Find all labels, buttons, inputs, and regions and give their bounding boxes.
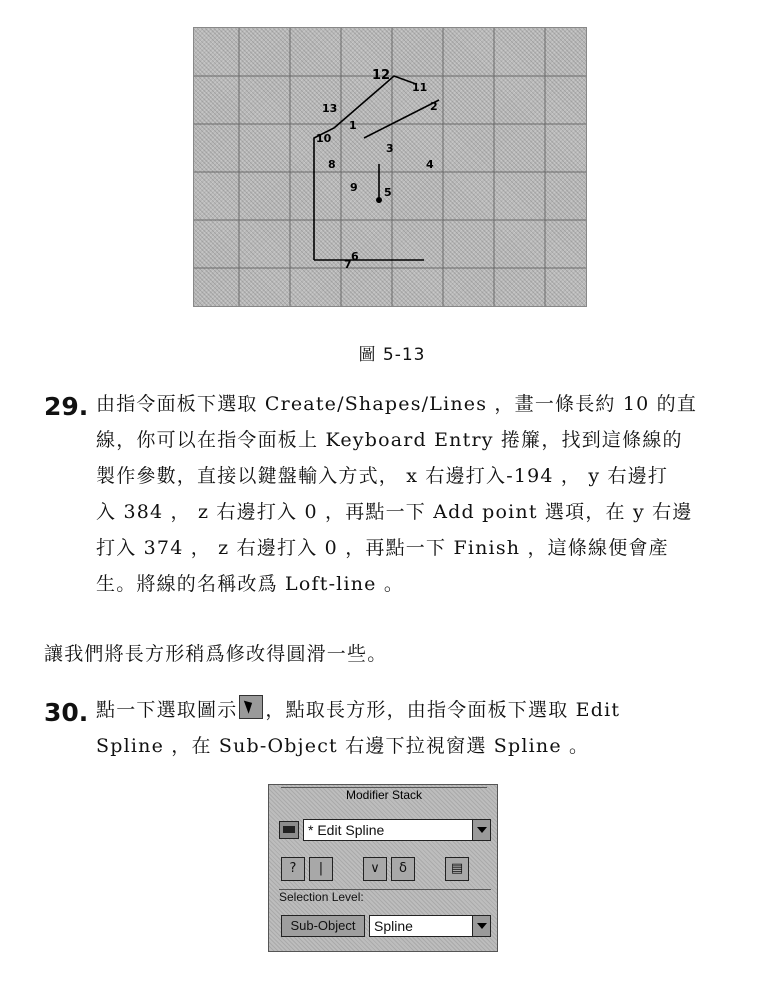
step-number: 30. (44, 698, 89, 727)
intro-paragraph: 讓我們將長方形稍爲修改得圓滑一些。 (44, 643, 388, 665)
vertex-label-8: 8 (328, 158, 336, 171)
viewport-grid (194, 28, 587, 307)
show-end-result-button[interactable]: ∨ (363, 857, 387, 881)
vertex-label-11: 11 (412, 81, 428, 94)
step-30-line-1 (96, 692, 776, 728)
selection-level-dropdown[interactable] (369, 915, 491, 937)
step-30-text-after-icon: ，點取長方形，由指令面板下選取 Edit (265, 699, 621, 721)
make-unique-button[interactable]: δ (391, 857, 415, 881)
step-30-text (96, 692, 776, 764)
step-29-text (96, 386, 776, 602)
active-toggle-button[interactable]: | (309, 857, 333, 881)
vertex-label-2: 2 (430, 100, 438, 113)
step-29-line-1: 由指令面板下選取 Create/Shapes/Lines ，畫一條長約 10 的直 (96, 393, 698, 415)
step-29-line-5: 打入 374 ， z 右邊打入 0 ，再點一下 Finish ，這條線便會產 (96, 537, 669, 559)
figure-viewport (193, 27, 587, 307)
step-29-line-3: 製作參數，直接以鍵盤輸入方式， x 右邊打入-194 ， y 右邊打 (96, 465, 669, 487)
vertex-label-7: 7 (344, 258, 352, 271)
step-29-line-6: 生。將線的名稱改爲 Loft-line 。 (96, 573, 405, 595)
step-30-text-before-icon: 點一下選取圖示 (96, 699, 238, 721)
pin-stack-icon[interactable] (279, 821, 299, 839)
vertex-label-1: 1 (349, 119, 357, 132)
help-button[interactable]: ? (281, 857, 305, 881)
vertex-label-13: 13 (322, 102, 338, 115)
chevron-down-icon[interactable] (472, 916, 490, 936)
chevron-down-icon[interactable] (472, 820, 490, 840)
panel-title: Modifier Stack (281, 787, 487, 802)
select-arrow-icon (239, 695, 263, 719)
vertex-label-6: 6 (351, 250, 359, 263)
modifier-stack-dropdown[interactable] (303, 819, 491, 841)
vertex-point (376, 197, 382, 203)
vertex-label-9: 9 (350, 181, 358, 194)
step-30-line-2: Spline ，在 Sub-Object 右邊下拉視窗選 Spline 。 (96, 735, 590, 757)
figure-drawing (194, 28, 587, 307)
step-29-line-2: 線，你可以在指令面板上 Keyboard Entry 捲簾，找到這條線的 (96, 429, 683, 451)
modifier-stack-value: * Edit Spline (308, 822, 385, 838)
sub-object-button[interactable]: Sub-Object (281, 915, 365, 937)
step-number: 29. (44, 392, 89, 421)
vertex-label-10: 10 (316, 132, 332, 145)
vertex-label-3: 3 (386, 142, 394, 155)
vertex-label-5: 5 (384, 186, 392, 199)
step-29-line-4: 入 384 ， z 右邊打入 0 ，再點一下 Add point 選項，在 y 右邊 (96, 501, 693, 523)
vertex-label-4: 4 (426, 158, 434, 171)
selection-level-value: Spline (374, 918, 413, 934)
edit-stack-button[interactable]: ▤ (445, 857, 469, 881)
figure-caption: 圖 5-13 (358, 345, 426, 365)
modifier-stack-panel (268, 784, 498, 952)
vertex-label-12: 12 (372, 68, 391, 83)
selection-level-label: Selection Level: (279, 889, 491, 904)
